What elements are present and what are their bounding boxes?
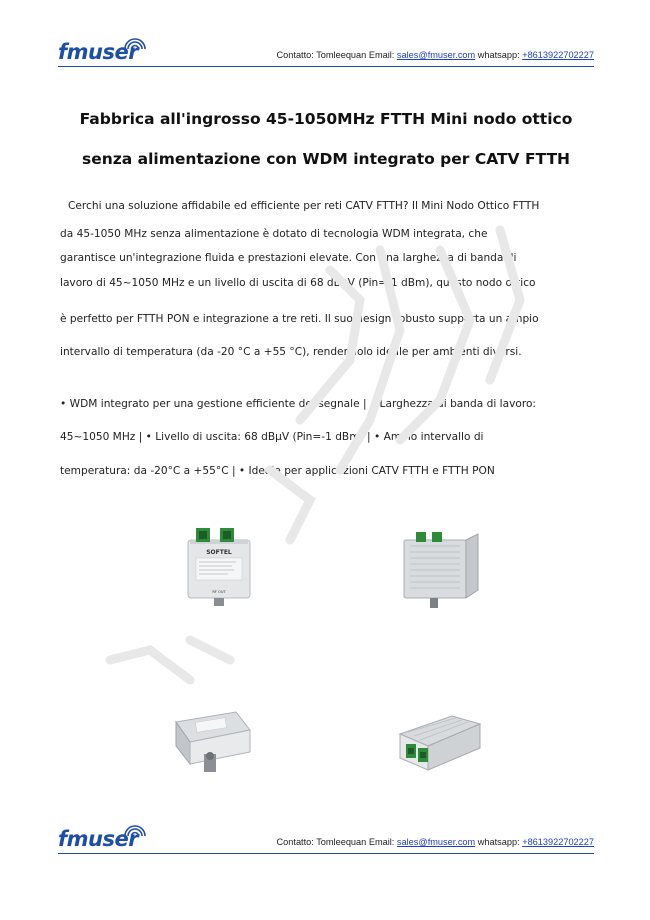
product-photo-side (398, 524, 484, 610)
intro-line: garantisce un'integrazione fluida e prestazioni elevate. Con una larghezza di banda di (60, 252, 517, 264)
header-divider (58, 66, 594, 67)
product-photo-front (176, 522, 262, 608)
intro-line: da 45-1050 MHz senza alimentazione è dotato di tecnologia WDM integrata, che (60, 228, 488, 240)
feature-line: temperatura: da -20°C a +55°C | • Ideale per applicazioni CATV FTTH e FTTH PON (60, 465, 495, 477)
signal-waves-icon (124, 823, 146, 837)
logo-text: fmuser (58, 40, 139, 64)
product-port-label: RF OUT (212, 590, 226, 594)
intro-line: lavoro di 45~1050 MHz e un livello di uscita di 68 dBμV (Pin=-1 dBm), questo nodo ottico (60, 277, 536, 289)
page-title-line-1: Fabbrica all'ingrosso 45-1050MHz FTTH Mini nodo ottico (79, 110, 573, 128)
contact-label: Contatto: Tomleequan (276, 837, 367, 847)
footer-divider (58, 853, 594, 854)
product-photo-ports (398, 700, 484, 786)
email-link[interactable]: sales@fmuser.com (396, 837, 476, 847)
email-label: Email: (368, 837, 395, 847)
page-footer (58, 823, 594, 859)
whatsapp-label: whatsapp: (477, 837, 520, 847)
feature-line: 45~1050 MHz | • Livello di uscita: 68 dBμV (Pin=-1 dBm) | • Ampio intervallo di (60, 431, 484, 443)
page-header (58, 36, 594, 72)
intro-line: è perfetto per FTTH PON e integrazione a tre reti. Il suo design robusto supporta un ampio (60, 313, 539, 325)
footer-contact (277, 837, 594, 847)
whatsapp-label: whatsapp: (477, 50, 520, 60)
logo-text: fmuser (58, 827, 139, 851)
header-contact (277, 50, 594, 60)
contact-label: Contatto: Tomleequan (276, 50, 367, 60)
signal-waves-icon (124, 36, 146, 50)
product-photo-angled (170, 700, 256, 786)
email-label: Email: (368, 50, 395, 60)
whatsapp-link[interactable]: +8613922702227 (522, 50, 594, 60)
page-title-line-2: senza alimentazione con WDM integrato per CATV FTTH (81, 150, 571, 168)
feature-line: • WDM integrato per una gestione efficiente del segnale | • Larghezza di banda di lavoro: (60, 398, 536, 410)
intro-line: Cerchi una soluzione affidabile ed efficiente per reti CATV FTTH? Il Mini Nodo Ottico FTTH (68, 200, 540, 212)
email-link[interactable]: sales@fmuser.com (396, 50, 476, 60)
intro-line: intervallo di temperatura (da -20 °C a +55 °C), rendendolo ideale per ambienti diversi. (60, 346, 522, 358)
product-brand-label: SOFTEL (206, 549, 232, 556)
whatsapp-link[interactable]: +8613922702227 (522, 837, 594, 847)
